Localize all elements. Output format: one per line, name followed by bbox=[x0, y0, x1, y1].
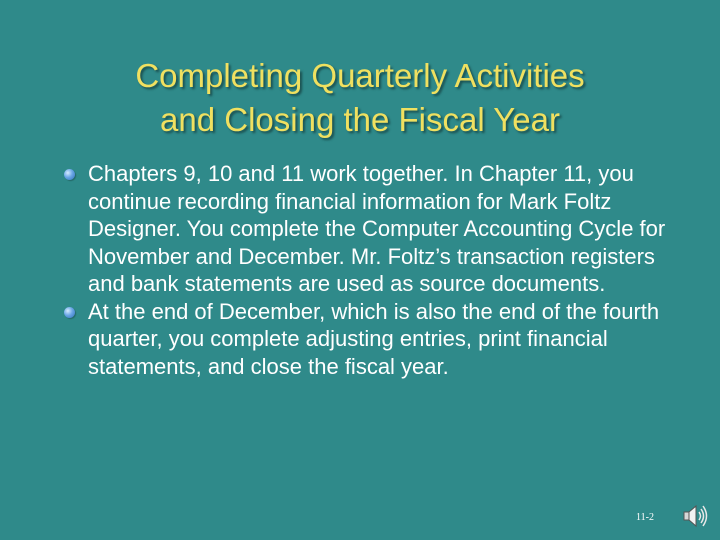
slide-title bbox=[40, 54, 680, 142]
bullet-item-1 bbox=[62, 160, 672, 298]
bullet-list bbox=[62, 160, 672, 380]
slide-title-line-2: and Closing the Fiscal Year bbox=[160, 101, 560, 138]
speaker-icon[interactable] bbox=[680, 502, 710, 530]
slide-title-line-1: Completing Quarterly Activities bbox=[135, 57, 585, 94]
bullet-item-2 bbox=[62, 298, 672, 381]
page-number: 11-2 bbox=[636, 512, 654, 523]
bullet-text-2: At the end of December, which is also the end of the fourth quarter, you complete adjusting entries, print financial statements, and close the fiscal year. bbox=[88, 298, 660, 379]
bullet-dot-icon bbox=[64, 169, 75, 180]
bullet-dot-icon bbox=[64, 307, 75, 318]
bullet-text-1: Chapters 9, 10 and 11 work together. In Chapter 11, you continue recording financial information for Mark Foltz Designer. You complete the Computer Accounting Cycle for November and December. Mr. Foltz’s transaction registers and bank statements are used as source documents. bbox=[88, 161, 666, 296]
